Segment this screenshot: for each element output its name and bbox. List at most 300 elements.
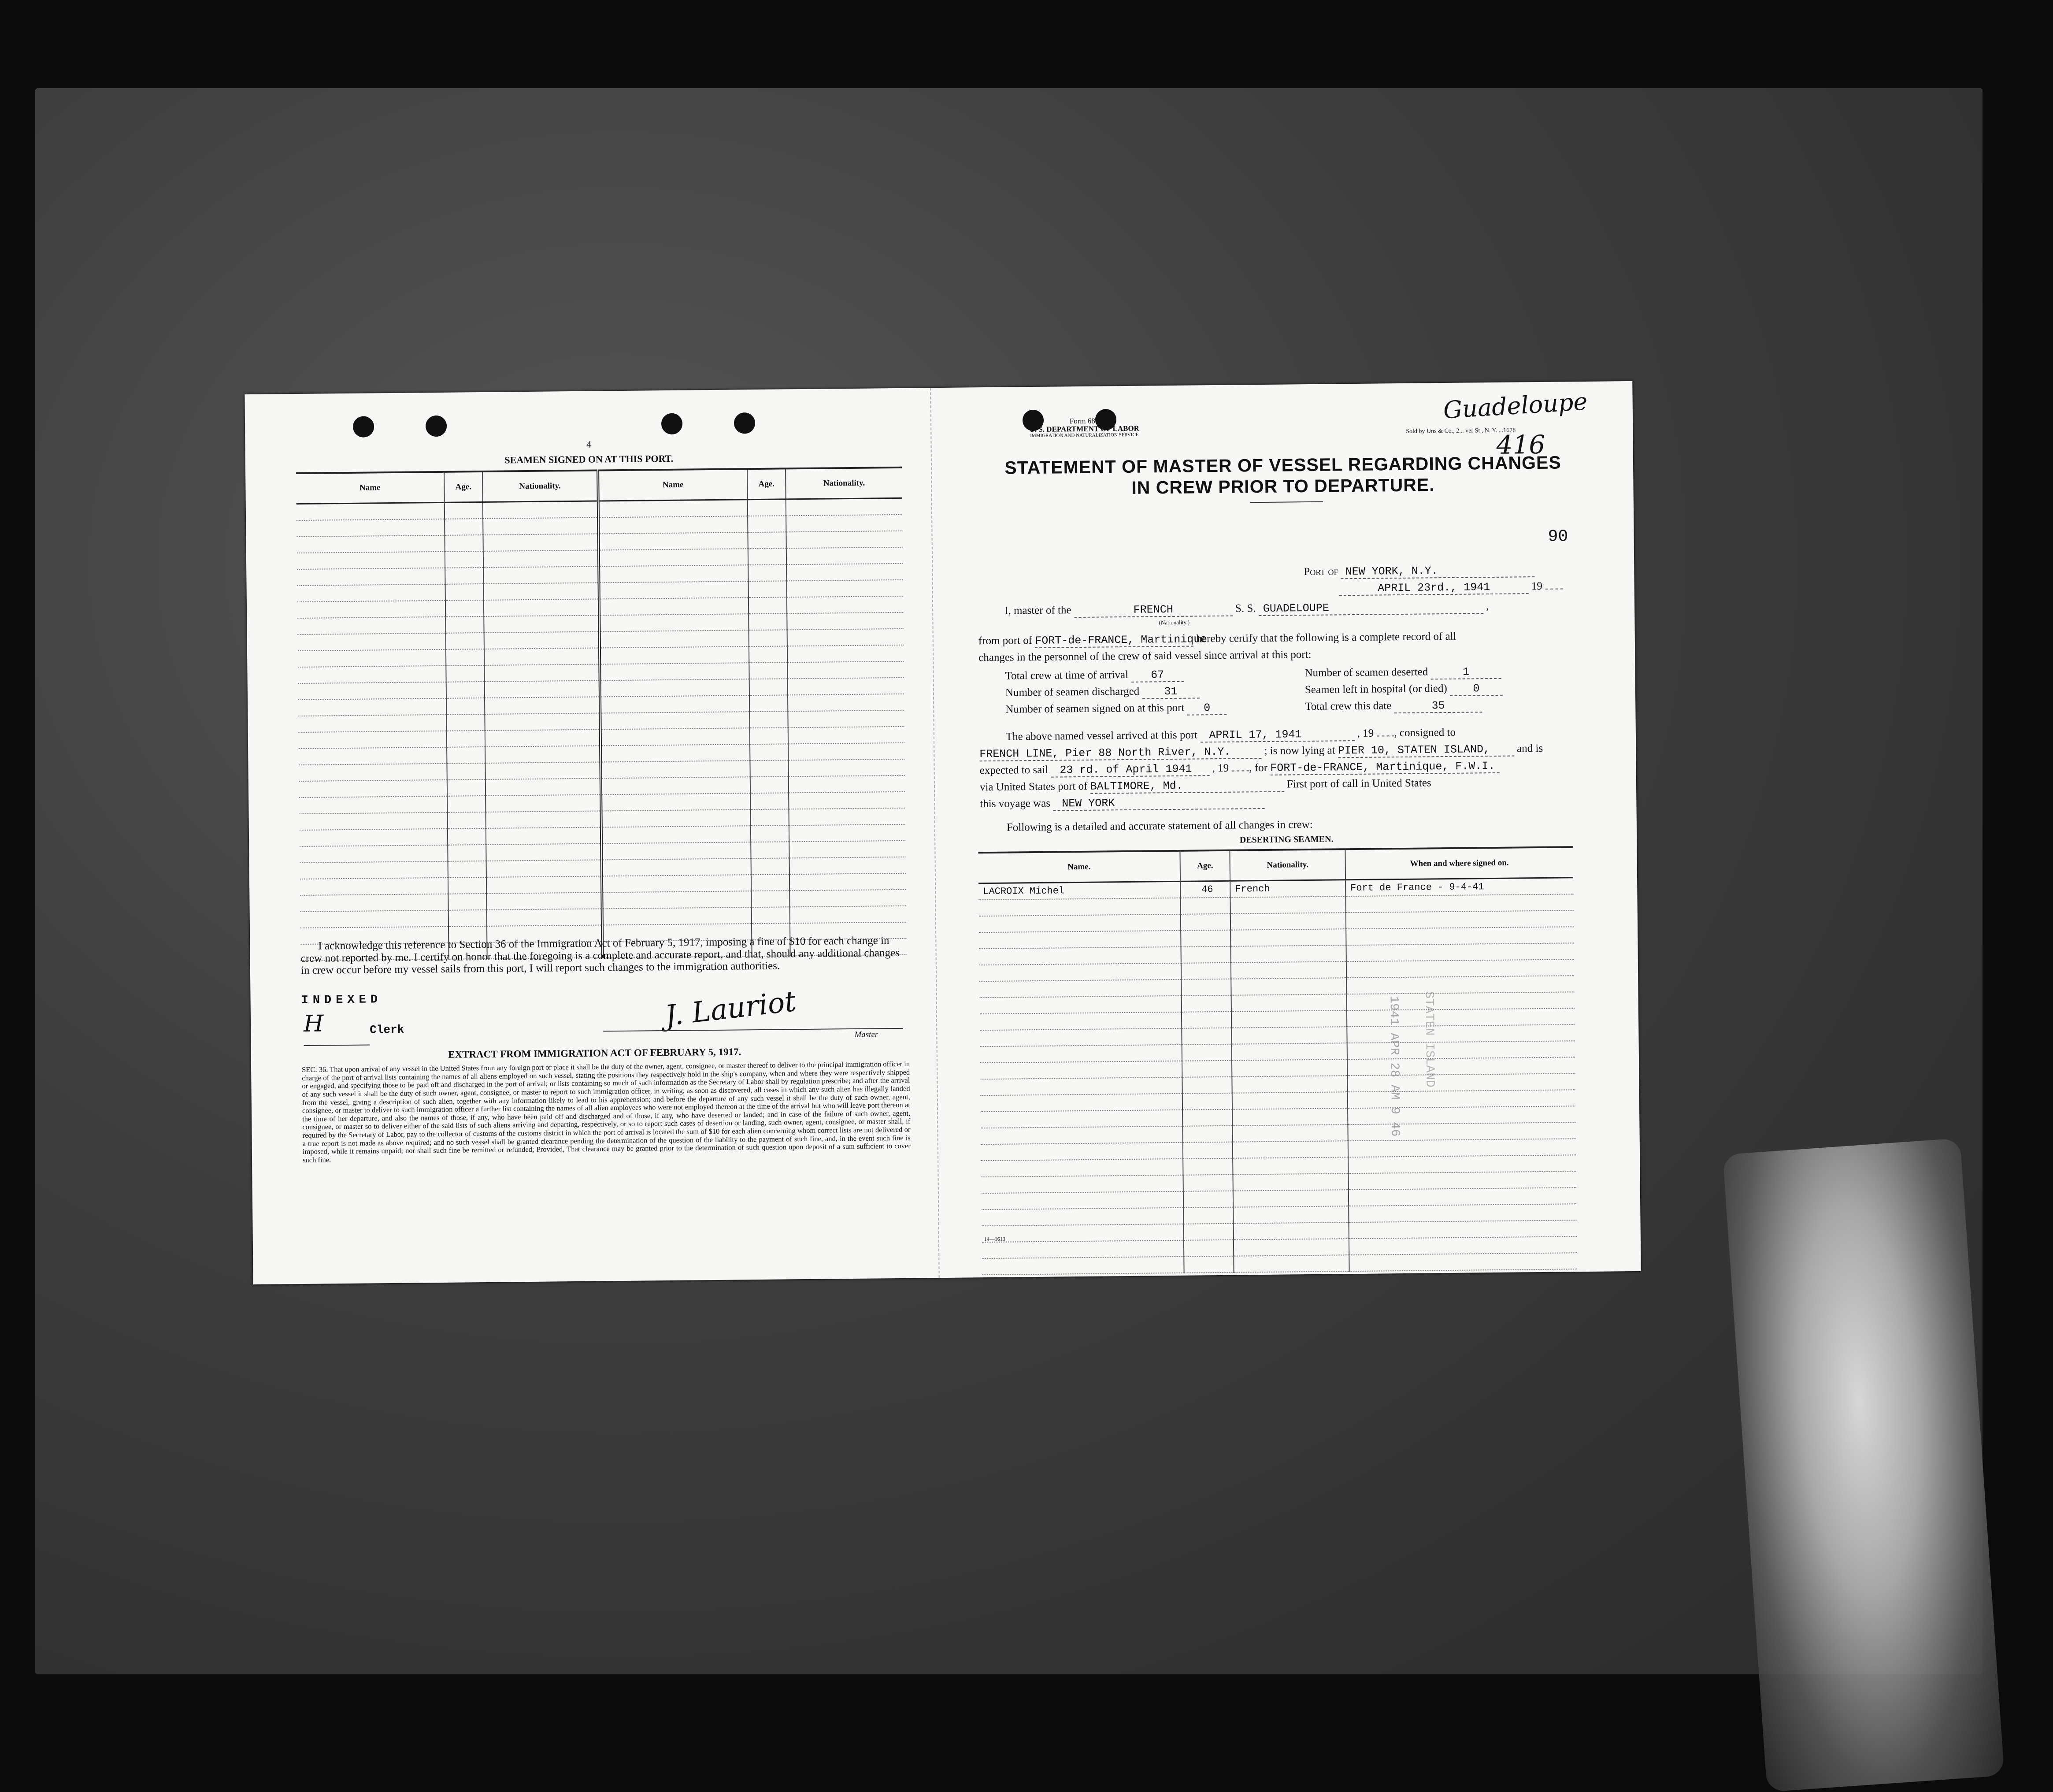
table-cell xyxy=(1349,1236,1577,1255)
acknowledgement-text: I acknowledge this reference to Section 36 of the Immigration Act of February 5, 1917, imposing a fine of $10 for each change in crew not reported by me. I certify on honor that the foregoing is a complete and accurate report, and that, should any additional changes in crew occur before my vessel sails from this port, I will report such changes to the immigration authorities. xyxy=(300,935,900,977)
table-cell xyxy=(1346,976,1575,994)
table-header-row xyxy=(978,847,1573,883)
lying-label: is now lying at xyxy=(1270,744,1335,757)
table-cell xyxy=(599,549,748,566)
table-cell xyxy=(446,665,485,682)
table-cell xyxy=(445,600,484,617)
stat-signed-on xyxy=(1005,701,1227,717)
table-cell xyxy=(1348,1090,1576,1108)
table-cell xyxy=(445,519,483,535)
table-cell xyxy=(1347,1041,1575,1059)
destination-value: FORT-de-FRANCE, Martinique, F.W.I. xyxy=(1270,760,1499,775)
master-of-line: I, master of the FRENCH S. S. GUADELOUPE , xyxy=(1004,600,1489,619)
table-cell xyxy=(750,793,789,809)
table-cell xyxy=(445,568,484,584)
tape-reflection xyxy=(1723,1138,2005,1792)
nationality-caption: (Nationality.) xyxy=(1159,619,1190,626)
table-cell xyxy=(981,1094,1182,1112)
stat-label: Number of seamen signed on at this port xyxy=(1005,701,1185,716)
table-cell xyxy=(487,909,602,926)
table-cell xyxy=(749,630,787,646)
date-line xyxy=(1339,580,1563,596)
table-cell xyxy=(982,1240,1184,1258)
table-cell xyxy=(786,498,902,516)
table-cell xyxy=(751,874,789,891)
table-cell xyxy=(789,824,905,842)
table-cell xyxy=(298,633,446,651)
table-cell xyxy=(1233,1190,1349,1207)
col-name: Name xyxy=(296,472,444,504)
table-cell xyxy=(297,601,445,618)
table-cell xyxy=(484,599,599,616)
table-cell xyxy=(1348,1106,1576,1124)
stat-value: 0 xyxy=(1187,701,1227,716)
department-name: U. S. DEPARTMENT OF LABOR xyxy=(1029,424,1139,434)
table-cell xyxy=(1346,910,1574,929)
stat-value: 0 xyxy=(1450,682,1503,696)
table-cell xyxy=(297,568,445,586)
table-cell xyxy=(1233,1157,1348,1175)
table-cell xyxy=(1231,1027,1347,1044)
table-cell xyxy=(786,515,902,532)
table-cell xyxy=(446,682,485,698)
table-cell xyxy=(1182,1061,1232,1077)
table-cell xyxy=(751,842,789,858)
stat-label: Seamen left in hospital (or died) xyxy=(1304,682,1447,696)
table-cell xyxy=(1348,1171,1576,1190)
table-cell xyxy=(748,548,786,565)
consignee-line: FRENCH LINE, Pier 88 North River, N.Y. ; is now lying at PIER 10, STATEN ISLAND, and is xyxy=(979,742,1543,761)
punch-hole xyxy=(426,416,447,437)
table-cell xyxy=(979,947,1181,965)
form-header xyxy=(932,416,1236,440)
table-cell xyxy=(299,764,447,781)
stat-label: Number of seamen deserted xyxy=(1304,666,1428,679)
table-cell xyxy=(300,910,448,928)
table-cell xyxy=(1345,894,1574,913)
table-cell xyxy=(486,811,601,828)
stat-label: Total crew this date xyxy=(1305,700,1392,713)
table-cell xyxy=(485,746,600,763)
table-cell xyxy=(1346,959,1575,978)
table-cell xyxy=(788,727,904,744)
table-cell xyxy=(1182,1044,1232,1061)
table-cell xyxy=(1182,1077,1232,1094)
table-cell xyxy=(598,500,748,518)
table-cell xyxy=(600,630,749,648)
table-cell xyxy=(485,794,601,812)
table-cell xyxy=(602,891,751,909)
table-cell xyxy=(448,861,486,878)
table-cell xyxy=(486,843,601,861)
table-cell xyxy=(980,1012,1182,1030)
table-cell xyxy=(789,808,905,826)
table-cell xyxy=(1183,1158,1233,1175)
left-page xyxy=(245,388,940,1284)
table-cell xyxy=(485,697,600,714)
table-cell xyxy=(1183,1142,1233,1159)
table-cell: 46 xyxy=(1180,881,1230,898)
table-cell xyxy=(750,744,789,761)
received-stamp-location: STATEN ISLAND xyxy=(1422,991,1437,1088)
table-cell xyxy=(1231,961,1346,979)
table-cell xyxy=(981,1110,1182,1128)
master-signature: J. Lauriot xyxy=(663,985,798,1033)
table-cell xyxy=(599,565,748,582)
table-cell xyxy=(484,631,600,649)
voyage-line xyxy=(980,795,1264,812)
table-cell xyxy=(979,963,1181,981)
table-cell xyxy=(1347,1024,1575,1043)
clerk-initial: H xyxy=(303,1010,324,1037)
table-cell xyxy=(1348,1155,1576,1173)
stat-label: Total crew at time of arrival xyxy=(1005,668,1129,682)
table-cell xyxy=(981,1126,1182,1144)
table-cell xyxy=(598,532,748,550)
table-cell: Fort de France - 9-4-41 xyxy=(1345,878,1574,896)
table-cell xyxy=(1232,1059,1347,1077)
table-cell xyxy=(602,858,751,876)
table-cell xyxy=(790,890,906,907)
col-signed-on: When and where signed on. xyxy=(1345,847,1573,879)
date-value: APRIL 23rd., 1941 xyxy=(1339,580,1529,596)
table-cell xyxy=(1181,898,1230,914)
first-call-label: First port of call in United States xyxy=(1286,777,1431,790)
expected-label: expected to sail xyxy=(979,764,1049,777)
table-cell xyxy=(483,550,599,568)
table-cell xyxy=(1233,1124,1348,1142)
table-cell xyxy=(1181,963,1231,979)
table-cell xyxy=(1348,1122,1576,1141)
table-cell xyxy=(787,580,903,597)
indexed-stamp: INDEXED xyxy=(301,993,382,1007)
table-cell xyxy=(485,713,600,731)
year-prefix: 19 xyxy=(1531,580,1543,593)
table-cell xyxy=(789,759,905,777)
received-stamp: 1941 APR 28 AM 9 46 xyxy=(1386,996,1402,1137)
table-cell xyxy=(1183,1207,1233,1224)
table-cell xyxy=(1182,1012,1231,1028)
expected-line: expected to sail 23 rd. of April 1941 , 19 , for FORT-de-FRANCE, Martinique, F.W.I. xyxy=(980,760,1500,778)
table-cell xyxy=(1347,1073,1575,1092)
signed-on-table xyxy=(296,467,907,961)
table-cell xyxy=(601,826,751,843)
table-cell xyxy=(601,793,750,811)
table-cell xyxy=(749,662,788,679)
table-cell xyxy=(749,695,788,712)
table-cell xyxy=(1347,1008,1575,1027)
table-cell xyxy=(600,646,749,664)
table-cell xyxy=(1349,1220,1577,1239)
table-cell xyxy=(1234,1255,1349,1273)
table-cell xyxy=(484,648,600,665)
table-cell xyxy=(981,1143,1183,1161)
table-cell xyxy=(299,796,447,814)
table-cell xyxy=(483,566,599,584)
port-value: NEW YORK, N.Y. xyxy=(1341,564,1535,579)
table-cell xyxy=(790,906,906,924)
col-nationality: Nationality. xyxy=(1230,849,1345,881)
extract-title: EXTRACT FROM IMMIGRATION ACT OF FEBRUARY 5, 1917. xyxy=(448,1046,741,1060)
table-cell xyxy=(1183,1191,1233,1208)
table-cell xyxy=(748,581,787,597)
stat-value: 31 xyxy=(1142,685,1199,699)
col-name: Name. xyxy=(978,851,1180,883)
table-cell xyxy=(296,535,445,553)
stat-label: Number of seamen discharged xyxy=(1005,685,1140,699)
table-cell xyxy=(447,763,485,780)
table-cell xyxy=(600,663,749,680)
punch-hole xyxy=(734,412,755,434)
table-cell xyxy=(600,695,749,713)
table-cell xyxy=(600,712,749,729)
table-cell xyxy=(1231,1010,1347,1028)
table-cell xyxy=(1346,943,1574,961)
table-cell xyxy=(749,613,787,630)
table-cell xyxy=(298,682,446,700)
title-rule xyxy=(1250,501,1323,503)
table-cell xyxy=(599,614,749,631)
right-page xyxy=(932,381,1641,1278)
stat-discharged xyxy=(1005,685,1200,700)
form-title-line-1: STATEMENT OF MASTER OF VESSEL REGARDING CHANGES xyxy=(1004,452,1561,478)
form-number: Form 689 xyxy=(1069,416,1099,426)
table-cell xyxy=(1348,1139,1576,1157)
stat-value: 35 xyxy=(1394,699,1482,713)
port-label: Port of xyxy=(1304,565,1338,578)
table-cell xyxy=(600,761,750,778)
table-cell xyxy=(601,842,751,860)
table-cell xyxy=(296,519,445,537)
table-cell xyxy=(1181,946,1231,963)
table-cell xyxy=(485,680,600,698)
table-cell xyxy=(1182,1093,1232,1110)
table-cell xyxy=(1347,1057,1575,1076)
handwritten-place: Guadeloupe xyxy=(1442,387,1589,424)
table-cell: French xyxy=(1230,880,1345,898)
table-cell xyxy=(786,531,903,549)
table-cell xyxy=(1349,1204,1577,1222)
table-cell xyxy=(1232,1076,1347,1093)
table-cell xyxy=(980,1045,1182,1063)
table-cell xyxy=(1230,896,1346,914)
following-text: Following is a detailed and accurate statement of all changes in crew: xyxy=(1006,818,1313,834)
stat-hospital xyxy=(1305,682,1503,698)
col-nationality: Nationality. xyxy=(482,470,598,502)
table-cell xyxy=(299,780,447,798)
table-cell xyxy=(748,532,786,549)
table-cell xyxy=(447,828,486,845)
table-cell xyxy=(1184,1240,1234,1257)
table-cell xyxy=(787,629,904,646)
extract-text: SEC. 36. That upon arrival of any vessel in the United States from any foreign port or place it shall be the duty of the owner, agent, consignee, or master thereof to deliver to the principal immigration officer in charge of the port of arrival lists containing the names of all aliens employed on such vessel, stating the positions they respectively hold in the ship's company, when and where they were respectively shipped or engaged, and specifying those to be paid off and discharged in the port of arrival; or lists containing so much of such information as the Secretary of Labor shall by regulation prescribe; and after the arrival of any such vessel it shall be the duty of such owner, agent, consignee, or master to report to such immigration officer, in writing, as soon as discovered, all cases in which any such alien has illegally landed from the vessel, giving a description of such alien, together with any information likely to lead to his apprehension; and before the departure of any such vessel it shall be the duty of such owner, agent, consignee, or master to deliver to such immigration officer a further list containing the names of all alien employees who were not employed thereon at the time of the arrival but who will leave port thereon at the time of her departure, and also the names of those, if any, who have been paid off and discharged and of those, if any, who have deserted or landed; and in case of the failure of such owner, agent, consignee, or master so to deliver either of the said lists of such aliens arriving and departing, respectively, or so to report such cases of desertion or landing, such owner, agent, consignee, or master shall, if required by the Secretary of Labor, pay to the collector of customs of the customs district in which the port of arrival is located the sum of $10 for each alien concerning whom correct lists are not delivered or a true report is not made as above required; and no such vessel shall be granted clearance pending the determination of the question of the liability to the payment of such fine, and, in the event such fine is imposed, while it remains unpaid; nor shall such fine be remitted or refunded; Provided, That clearance may be granted prior to the determination of such question upon deposit of a sum sufficient to cover such fine. xyxy=(302,1059,911,1165)
table-cell xyxy=(447,796,486,813)
table-cell xyxy=(300,878,448,895)
table-cell xyxy=(445,649,484,666)
table-cell xyxy=(750,760,789,777)
col-name: Name xyxy=(598,469,747,501)
table-cell xyxy=(298,698,446,716)
table-cell xyxy=(1346,992,1575,1010)
table-cell xyxy=(1230,929,1346,946)
table-cell xyxy=(600,679,749,697)
table-cell xyxy=(601,777,750,794)
table-cell xyxy=(1349,1253,1577,1271)
table-cell xyxy=(1234,1222,1349,1240)
table-cell xyxy=(1184,1224,1234,1240)
table-cell xyxy=(982,1208,1183,1226)
table-cell xyxy=(1233,1141,1348,1158)
table-cell xyxy=(748,597,787,614)
table-cell xyxy=(749,727,788,744)
table-cell xyxy=(448,894,487,910)
table-cell xyxy=(749,711,788,728)
table-cell xyxy=(298,649,446,667)
table-cell xyxy=(1233,1206,1349,1224)
table-cell xyxy=(300,829,448,846)
deserting-table xyxy=(978,846,1577,1275)
table-cell xyxy=(296,502,445,520)
voyage-label: this voyage was xyxy=(980,797,1051,810)
table-cell xyxy=(444,502,483,519)
table-cell xyxy=(1230,913,1346,930)
table-cell xyxy=(297,552,445,569)
expected-value: 23 rd. of April 1941 xyxy=(1051,762,1209,777)
table-cell xyxy=(448,845,486,861)
table-cell xyxy=(599,581,749,599)
table-cell xyxy=(299,747,447,765)
master-label: Master xyxy=(854,1030,878,1039)
col-age: Age. xyxy=(747,468,786,499)
via-value: BALTIMORE, Md. xyxy=(1090,779,1284,794)
via-line xyxy=(980,777,1431,795)
clerk-label: Clerk xyxy=(370,1023,404,1037)
table-cell xyxy=(787,596,903,614)
table-cell xyxy=(750,809,789,826)
table-cell xyxy=(1232,1108,1348,1126)
table-cell xyxy=(1346,927,1574,945)
table-cell xyxy=(600,744,750,762)
table-cell xyxy=(486,876,602,894)
table-cell xyxy=(445,584,484,601)
table-cell xyxy=(1232,1043,1347,1061)
table-cell xyxy=(980,996,1182,1014)
table-cell xyxy=(980,1028,1182,1046)
from-port-label: from port of xyxy=(978,634,1033,647)
table-cell xyxy=(300,813,448,830)
table-cell xyxy=(486,860,602,877)
table-cell xyxy=(789,841,905,858)
certify-text: hereby certify that the following is a complete record of all xyxy=(1196,630,1456,645)
table-cell xyxy=(1231,945,1346,963)
consignee-value: FRENCH LINE, Pier 88 North River, N.Y. xyxy=(979,745,1261,761)
table-cell xyxy=(749,646,787,663)
table-cell xyxy=(602,907,752,925)
punch-hole xyxy=(353,416,374,437)
table-cell xyxy=(298,715,446,732)
table-cell xyxy=(1182,1109,1232,1126)
table-cell xyxy=(600,728,750,746)
table-cell xyxy=(445,633,484,649)
stat-value: 67 xyxy=(1131,668,1184,683)
table-cell xyxy=(448,877,486,894)
table-cell xyxy=(786,547,903,565)
table-cell xyxy=(602,875,751,892)
table-cell xyxy=(445,616,484,633)
service-name: IMMIGRATION AND NATURALIZATION SERVICE xyxy=(1030,432,1139,438)
stat-total-crew-date xyxy=(1305,699,1482,714)
table-cell xyxy=(1234,1239,1349,1256)
table-cell xyxy=(1231,978,1346,995)
table-cell xyxy=(485,664,600,682)
deserting-title: DESERTING SEAMEN. xyxy=(1239,834,1334,845)
table-cell xyxy=(300,894,448,912)
arrival-value: APRIL 17, 1941 xyxy=(1200,727,1354,742)
stat-value: 1 xyxy=(1430,665,1501,680)
table-cell xyxy=(980,1077,1182,1095)
certify-text-2: changes in the personnel of the crew of said vessel since arrival at this port: xyxy=(978,648,1312,664)
table-cell xyxy=(1181,930,1230,947)
port-line xyxy=(1304,564,1535,579)
page-number: 4 xyxy=(586,438,592,450)
left-page-title: SEAMEN SIGNED ON AT THIS PORT. xyxy=(504,453,674,466)
table-cell xyxy=(789,857,906,875)
table-cell xyxy=(1349,1187,1577,1206)
expected-year: 19 xyxy=(1217,762,1229,775)
col-age: Age. xyxy=(1180,850,1230,882)
table-cell xyxy=(1231,994,1347,1012)
table-cell xyxy=(787,612,904,630)
page-reference: 90 xyxy=(1548,527,1568,546)
arrival-year: 19 xyxy=(1363,727,1374,739)
table-cell xyxy=(484,582,599,600)
table-cell xyxy=(1183,1126,1233,1143)
table-cell xyxy=(448,910,487,927)
arrival-line: The above named vessel arrived at this port APRIL 17, 1941 , 19 , consigned to xyxy=(1005,726,1456,743)
table-cell xyxy=(1182,1028,1231,1045)
table-cell xyxy=(484,615,600,633)
via-label: via United States port of xyxy=(979,780,1088,794)
table-cell xyxy=(979,979,1181,998)
table-cell xyxy=(298,666,446,683)
punch-hole xyxy=(661,413,682,434)
table-cell xyxy=(446,731,485,747)
handwritten-number: 416 xyxy=(1496,429,1545,460)
voyage-value: NEW YORK xyxy=(1053,795,1264,811)
table-cell xyxy=(748,516,786,532)
stat-deserted xyxy=(1304,665,1501,681)
table-cell xyxy=(979,914,1181,932)
table-cell xyxy=(1182,995,1231,1012)
clerk-line xyxy=(304,1045,370,1046)
table-cell xyxy=(483,501,598,519)
ss-label: S. S. xyxy=(1235,602,1256,615)
table-cell xyxy=(789,873,906,891)
table-cell xyxy=(749,679,788,695)
table-cell xyxy=(788,678,904,695)
document-sheet xyxy=(245,381,1641,1284)
table-cell xyxy=(978,898,1180,916)
table-cell xyxy=(982,1175,1183,1193)
master-of-label: I, master of the xyxy=(1004,604,1071,617)
form-title-line-2: IN CREW PRIOR TO DEPARTURE. xyxy=(1131,475,1435,498)
table-cell xyxy=(297,617,445,634)
table-cell xyxy=(487,892,602,910)
table-cell xyxy=(980,1061,1182,1079)
table-cell xyxy=(751,858,789,875)
table-cell xyxy=(486,827,601,845)
table-cell xyxy=(788,743,904,761)
